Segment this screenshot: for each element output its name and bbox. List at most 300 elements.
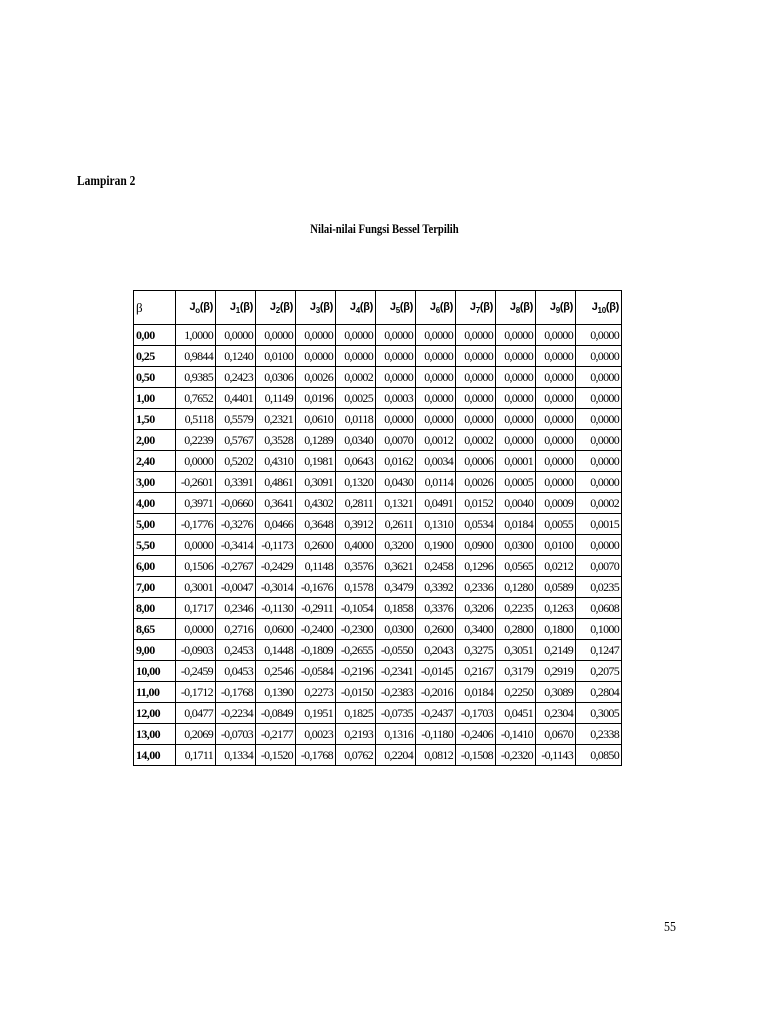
- column-header-order: 8: [515, 306, 520, 316]
- value-cell: 0,3206: [456, 598, 496, 619]
- value-cell: 0,2204: [376, 745, 416, 766]
- table-row: [134, 472, 622, 493]
- value-cell: -0,2341: [376, 661, 416, 682]
- value-cell: 0,2193: [336, 724, 376, 745]
- value-cell: 0,0000: [536, 409, 576, 430]
- value-cell: 0,0000: [376, 346, 416, 367]
- value-cell: 0,0025: [336, 388, 376, 409]
- value-cell: 0,0212: [536, 556, 576, 577]
- value-cell: 0,0003: [376, 388, 416, 409]
- value-cell: 0,0034: [416, 451, 456, 472]
- value-cell: 0,0762: [336, 745, 376, 766]
- value-cell: 0,1310: [416, 514, 456, 535]
- table-row: [134, 577, 622, 598]
- value-cell: -0,3414: [216, 535, 256, 556]
- table-row: [134, 619, 622, 640]
- column-header: [456, 291, 496, 325]
- value-cell: 0,1148: [296, 556, 336, 577]
- value-cell: 0,0015: [576, 514, 622, 535]
- table-row: [134, 598, 622, 619]
- value-cell: -0,0150: [336, 682, 376, 703]
- value-cell: -0,2655: [336, 640, 376, 661]
- value-cell: 0,0000: [416, 325, 456, 346]
- value-cell: 0,1578: [336, 577, 376, 598]
- value-cell: 0,0026: [296, 367, 336, 388]
- value-cell: 0,0300: [376, 619, 416, 640]
- column-header-order: 7: [475, 306, 480, 316]
- value-cell: 0,1289: [296, 430, 336, 451]
- value-cell: -0,2016: [416, 682, 456, 703]
- table-row: [134, 451, 622, 472]
- value-cell: 0,0000: [456, 367, 496, 388]
- table-row: [134, 325, 622, 346]
- value-cell: -0,2383: [376, 682, 416, 703]
- table-body: [134, 325, 622, 766]
- column-header-arg: (β): [399, 301, 413, 313]
- value-cell: -0,1768: [296, 745, 336, 766]
- value-cell: 0,0000: [376, 367, 416, 388]
- value-cell: -0,1508: [456, 745, 496, 766]
- column-header: [416, 291, 456, 325]
- value-cell: 0,0000: [296, 346, 336, 367]
- value-cell: 0,0000: [496, 325, 536, 346]
- value-cell: 0,2811: [336, 493, 376, 514]
- beta-cell: 12,00: [134, 703, 176, 724]
- value-cell: 0,3091: [296, 472, 336, 493]
- value-cell: 0,1711: [176, 745, 216, 766]
- column-header-fn: J: [189, 301, 196, 313]
- value-cell: 0,0534: [456, 514, 496, 535]
- column-header-arg: (β): [559, 301, 573, 313]
- value-cell: 0,2043: [416, 640, 456, 661]
- value-cell: 0,1240: [216, 346, 256, 367]
- value-cell: 0,3648: [296, 514, 336, 535]
- value-cell: 0,0430: [376, 472, 416, 493]
- column-header-fn: J: [269, 301, 276, 313]
- column-header-fn: J: [309, 301, 316, 313]
- value-cell: 0,0070: [376, 430, 416, 451]
- column-header: [336, 291, 376, 325]
- value-cell: 0,2235: [496, 598, 536, 619]
- value-cell: 0,2346: [216, 598, 256, 619]
- column-header-order: 2: [275, 306, 280, 316]
- table-row: [134, 745, 622, 766]
- value-cell: 0,0118: [336, 409, 376, 430]
- value-cell: 0,0000: [536, 430, 576, 451]
- value-cell: 0,3971: [176, 493, 216, 514]
- beta-cell: 13,00: [134, 724, 176, 745]
- value-cell: -0,2234: [216, 703, 256, 724]
- table-title: [0, 221, 768, 237]
- value-cell: 0,0000: [536, 472, 576, 493]
- column-header-order: 9: [555, 306, 560, 316]
- value-cell: 0,9385: [176, 367, 216, 388]
- value-cell: 0,2321: [256, 409, 296, 430]
- value-cell: 0,0000: [576, 409, 622, 430]
- column-header-order: o: [195, 306, 200, 316]
- value-cell: 0,2600: [296, 535, 336, 556]
- value-cell: 0,0491: [416, 493, 456, 514]
- column-header-arg: (β): [605, 301, 619, 313]
- value-cell: 0,0608: [576, 598, 622, 619]
- value-cell: -0,0550: [376, 640, 416, 661]
- value-cell: 0,3528: [256, 430, 296, 451]
- value-cell: -0,0660: [216, 493, 256, 514]
- beta-cell: 0,25: [134, 346, 176, 367]
- value-cell: -0,2300: [336, 619, 376, 640]
- value-cell: 0,0100: [256, 346, 296, 367]
- column-header-order: 6: [435, 306, 440, 316]
- value-cell: 0,3051: [496, 640, 536, 661]
- value-cell: 0,0000: [456, 388, 496, 409]
- value-cell: -0,2320: [496, 745, 536, 766]
- beta-cell: 9,00: [134, 640, 176, 661]
- value-cell: 0,0000: [336, 346, 376, 367]
- value-cell: 0,0850: [576, 745, 622, 766]
- value-cell: 0,0100: [536, 535, 576, 556]
- value-cell: 0,0009: [536, 493, 576, 514]
- value-cell: 0,1334: [216, 745, 256, 766]
- value-cell: -0,2177: [256, 724, 296, 745]
- value-cell: 0,2611: [376, 514, 416, 535]
- value-cell: 0,0000: [376, 409, 416, 430]
- value-cell: 0,0453: [216, 661, 256, 682]
- value-cell: 0,0000: [536, 451, 576, 472]
- value-cell: 0,1981: [296, 451, 336, 472]
- value-cell: 0,0000: [576, 325, 622, 346]
- value-cell: 0,0000: [536, 346, 576, 367]
- value-cell: 0,0162: [376, 451, 416, 472]
- value-cell: 0,0184: [496, 514, 536, 535]
- value-cell: 0,0000: [536, 367, 576, 388]
- value-cell: 0,1858: [376, 598, 416, 619]
- value-cell: 0,0000: [456, 346, 496, 367]
- value-cell: 0,2919: [536, 661, 576, 682]
- page-number: 55: [664, 920, 676, 935]
- value-cell: 0,0000: [176, 619, 216, 640]
- value-cell: 0,3912: [336, 514, 376, 535]
- value-cell: 0,4310: [256, 451, 296, 472]
- column-header-arg: (β): [359, 301, 373, 313]
- value-cell: 0,0040: [496, 493, 536, 514]
- value-cell: 0,1506: [176, 556, 216, 577]
- value-cell: -0,0047: [216, 577, 256, 598]
- value-cell: 0,5202: [216, 451, 256, 472]
- beta-cell: 1,00: [134, 388, 176, 409]
- value-cell: 0,0000: [416, 346, 456, 367]
- value-cell: 0,1263: [536, 598, 576, 619]
- value-cell: -0,1143: [536, 745, 576, 766]
- value-cell: 0,0000: [216, 325, 256, 346]
- value-cell: -0,2196: [336, 661, 376, 682]
- value-cell: 0,0300: [496, 535, 536, 556]
- value-cell: 0,3392: [416, 577, 456, 598]
- value-cell: -0,2911: [296, 598, 336, 619]
- value-cell: 0,0000: [576, 388, 622, 409]
- value-cell: 0,3400: [456, 619, 496, 640]
- value-cell: 0,0000: [176, 451, 216, 472]
- value-cell: -0,1410: [496, 724, 536, 745]
- column-header-arg: (β): [239, 301, 253, 313]
- value-cell: 0,0000: [496, 409, 536, 430]
- value-cell: -0,2429: [256, 556, 296, 577]
- value-cell: -0,0145: [416, 661, 456, 682]
- value-cell: 0,1320: [336, 472, 376, 493]
- table-row: [134, 535, 622, 556]
- value-cell: 0,0184: [456, 682, 496, 703]
- value-cell: 0,0000: [456, 325, 496, 346]
- value-cell: 0,2423: [216, 367, 256, 388]
- value-cell: 0,2600: [416, 619, 456, 640]
- value-cell: 0,0000: [376, 325, 416, 346]
- beta-cell: 14,00: [134, 745, 176, 766]
- value-cell: 0,0000: [576, 346, 622, 367]
- column-header-order: 4: [355, 306, 360, 316]
- table-header-row: [134, 291, 622, 325]
- value-cell: -0,3276: [216, 514, 256, 535]
- value-cell: -0,0735: [376, 703, 416, 724]
- value-cell: 0,0026: [456, 472, 496, 493]
- column-header: [256, 291, 296, 325]
- value-cell: 0,7652: [176, 388, 216, 409]
- value-cell: 0,1247: [576, 640, 622, 661]
- column-header-fn: J: [591, 301, 598, 313]
- value-cell: -0,1776: [176, 514, 216, 535]
- value-cell: -0,1173: [256, 535, 296, 556]
- value-cell: 0,3479: [376, 577, 416, 598]
- value-cell: 0,0001: [496, 451, 536, 472]
- value-cell: 0,2336: [456, 577, 496, 598]
- value-cell: 0,0670: [536, 724, 576, 745]
- value-cell: -0,2601: [176, 472, 216, 493]
- value-cell: 0,3391: [216, 472, 256, 493]
- beta-cell: 10,00: [134, 661, 176, 682]
- value-cell: 0,3089: [536, 682, 576, 703]
- value-cell: 0,2069: [176, 724, 216, 745]
- value-cell: 0,1717: [176, 598, 216, 619]
- value-cell: 0,0000: [536, 325, 576, 346]
- value-cell: 0,0055: [536, 514, 576, 535]
- table-row: [134, 430, 622, 451]
- value-cell: 0,0000: [416, 388, 456, 409]
- value-cell: 0,0812: [416, 745, 456, 766]
- value-cell: 0,1321: [376, 493, 416, 514]
- value-cell: 0,0000: [336, 325, 376, 346]
- value-cell: 0,0340: [336, 430, 376, 451]
- value-cell: -0,1130: [256, 598, 296, 619]
- value-cell: -0,2406: [456, 724, 496, 745]
- value-cell: 0,1149: [256, 388, 296, 409]
- column-header-arg: (β): [479, 301, 493, 313]
- value-cell: 0,0000: [536, 388, 576, 409]
- value-cell: 0,2716: [216, 619, 256, 640]
- column-header: [496, 291, 536, 325]
- column-header: [536, 291, 576, 325]
- value-cell: 0,0000: [576, 472, 622, 493]
- value-cell: -0,2400: [296, 619, 336, 640]
- column-header: [376, 291, 416, 325]
- value-cell: -0,0849: [256, 703, 296, 724]
- table-row: [134, 640, 622, 661]
- value-cell: 0,2804: [576, 682, 622, 703]
- beta-cell: 0,50: [134, 367, 176, 388]
- value-cell: 0,0000: [576, 367, 622, 388]
- value-cell: 0,1296: [456, 556, 496, 577]
- value-cell: 0,0000: [496, 430, 536, 451]
- value-cell: 0,4861: [256, 472, 296, 493]
- value-cell: 0,0643: [336, 451, 376, 472]
- value-cell: -0,1768: [216, 682, 256, 703]
- value-cell: -0,2459: [176, 661, 216, 682]
- column-header-fn: J: [229, 301, 236, 313]
- value-cell: -0,1712: [176, 682, 216, 703]
- value-cell: 0,2458: [416, 556, 456, 577]
- value-cell: 0,0012: [416, 430, 456, 451]
- column-header-arg: (β): [199, 301, 213, 313]
- column-header-fn: J: [389, 301, 396, 313]
- column-header: [216, 291, 256, 325]
- column-header-arg: (β): [279, 301, 293, 313]
- column-header-order: 5: [395, 306, 400, 316]
- value-cell: 0,2149: [536, 640, 576, 661]
- table-row: [134, 388, 622, 409]
- value-cell: 0,9844: [176, 346, 216, 367]
- column-header-order: 10: [597, 306, 606, 316]
- beta-cell: 8,00: [134, 598, 176, 619]
- beta-cell: 5,00: [134, 514, 176, 535]
- value-cell: 0,1800: [536, 619, 576, 640]
- value-cell: 0,0900: [456, 535, 496, 556]
- value-cell: 0,1280: [496, 577, 536, 598]
- value-cell: 0,0000: [456, 409, 496, 430]
- value-cell: 0,5767: [216, 430, 256, 451]
- value-cell: -0,3014: [256, 577, 296, 598]
- beta-column-header: β: [134, 291, 176, 325]
- value-cell: 0,2304: [536, 703, 576, 724]
- table-row: [134, 514, 622, 535]
- value-cell: 0,0000: [176, 535, 216, 556]
- value-cell: -0,0584: [296, 661, 336, 682]
- beta-cell: 8,65: [134, 619, 176, 640]
- value-cell: 0,0023: [296, 724, 336, 745]
- value-cell: 0,5118: [176, 409, 216, 430]
- bessel-function-table: [133, 290, 622, 766]
- table-row: [134, 682, 622, 703]
- value-cell: -0,1520: [256, 745, 296, 766]
- value-cell: 0,0000: [576, 430, 622, 451]
- value-cell: 0,3001: [176, 577, 216, 598]
- value-cell: 0,2273: [296, 682, 336, 703]
- table-row: [134, 724, 622, 745]
- beta-cell: 1,50: [134, 409, 176, 430]
- value-cell: 0,1900: [416, 535, 456, 556]
- value-cell: -0,1676: [296, 577, 336, 598]
- table-title-text: Nilai-nilai Fungsi Bessel Terpilih: [309, 221, 459, 236]
- value-cell: 0,3275: [456, 640, 496, 661]
- value-cell: 0,0006: [456, 451, 496, 472]
- column-header-order: 1: [235, 306, 240, 316]
- value-cell: 0,0565: [496, 556, 536, 577]
- value-cell: 0,0114: [416, 472, 456, 493]
- value-cell: 0,0002: [336, 367, 376, 388]
- value-cell: -0,2437: [416, 703, 456, 724]
- value-cell: 0,0600: [256, 619, 296, 640]
- value-cell: 0,1951: [296, 703, 336, 724]
- value-cell: 0,0070: [576, 556, 622, 577]
- column-header: [576, 291, 622, 325]
- table-row: [134, 346, 622, 367]
- value-cell: 0,0000: [416, 367, 456, 388]
- value-cell: 0,2800: [496, 619, 536, 640]
- column-header-fn: J: [509, 301, 516, 313]
- beta-cell: 2,40: [134, 451, 176, 472]
- column-header: [296, 291, 336, 325]
- value-cell: 0,4401: [216, 388, 256, 409]
- value-cell: 0,0000: [576, 451, 622, 472]
- table-row: [134, 367, 622, 388]
- value-cell: 0,2075: [576, 661, 622, 682]
- value-cell: 0,1390: [256, 682, 296, 703]
- value-cell: 0,0002: [576, 493, 622, 514]
- value-cell: -0,1054: [336, 598, 376, 619]
- value-cell: 0,3641: [256, 493, 296, 514]
- table-row: [134, 409, 622, 430]
- value-cell: 0,2239: [176, 430, 216, 451]
- value-cell: 0,0000: [296, 325, 336, 346]
- table-row: [134, 703, 622, 724]
- beta-cell: 6,00: [134, 556, 176, 577]
- value-cell: 0,0589: [536, 577, 576, 598]
- value-cell: 0,0306: [256, 367, 296, 388]
- value-cell: -0,1703: [456, 703, 496, 724]
- appendix-heading: Lampiran 2: [77, 174, 136, 189]
- value-cell: 0,3621: [376, 556, 416, 577]
- value-cell: -0,2767: [216, 556, 256, 577]
- value-cell: 1,0000: [176, 325, 216, 346]
- beta-cell: 4,00: [134, 493, 176, 514]
- value-cell: -0,0703: [216, 724, 256, 745]
- value-cell: 0,0196: [296, 388, 336, 409]
- beta-cell: 7,00: [134, 577, 176, 598]
- value-cell: 0,3200: [376, 535, 416, 556]
- value-cell: 0,1000: [576, 619, 622, 640]
- value-cell: 0,1448: [256, 640, 296, 661]
- column-header-arg: (β): [439, 301, 453, 313]
- value-cell: 0,2250: [496, 682, 536, 703]
- value-cell: 0,4000: [336, 535, 376, 556]
- value-cell: 0,0610: [296, 409, 336, 430]
- table-row: [134, 661, 622, 682]
- value-cell: -0,1180: [416, 724, 456, 745]
- value-cell: 0,0000: [496, 388, 536, 409]
- value-cell: 0,5579: [216, 409, 256, 430]
- value-cell: 0,1316: [376, 724, 416, 745]
- value-cell: 0,0466: [256, 514, 296, 535]
- value-cell: 0,4302: [296, 493, 336, 514]
- value-cell: 0,1825: [336, 703, 376, 724]
- value-cell: 0,3376: [416, 598, 456, 619]
- value-cell: 0,2338: [576, 724, 622, 745]
- column-header-fn: J: [349, 301, 356, 313]
- value-cell: 0,3576: [336, 556, 376, 577]
- column-header-arg: (β): [319, 301, 333, 313]
- value-cell: -0,1809: [296, 640, 336, 661]
- value-cell: 0,0000: [496, 346, 536, 367]
- value-cell: 0,0000: [496, 367, 536, 388]
- beta-cell: 5,50: [134, 535, 176, 556]
- value-cell: 0,0000: [576, 535, 622, 556]
- table-row: [134, 556, 622, 577]
